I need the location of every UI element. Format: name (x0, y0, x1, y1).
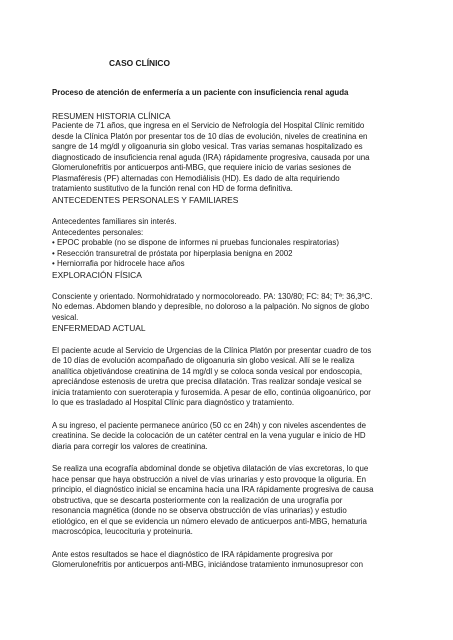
text-line: Plasmaféresis (PF) alternadas con Hemodiálisis (HD). Es dado de alta requiriendo (52, 173, 340, 183)
exploracion-paragraph (52, 292, 410, 324)
enfermedad-paragraph-4 (52, 550, 410, 571)
text-line: Glomerulonefritis por anticuerpos anti-MBG, que requiere inicio de varias sesiones de (52, 163, 352, 173)
text-line: Antecedentes personales: (52, 227, 144, 237)
text-line: A su ingreso, el paciente permanece anúrico (50 cc en 24h) y con niveles ascendentes de (52, 420, 367, 430)
text-line: etiológico, en el que se evidencia un número elevado de anticuerpos anti-MBG, hematuria (52, 516, 367, 526)
list-item: • Herniorrafia por hidrocele hace años (52, 259, 185, 269)
text-line: sangre de 14 mg/dl y oligoanuria sin globo vesical. Tras varias semanas hospitalizado es (52, 142, 363, 152)
text-line: creatinina. Se decide la colocación de un catéter central en la vena yugular e inicio de HD (52, 431, 366, 441)
antecedentes-list (52, 238, 410, 270)
text-line: Ante estos resultados se hace el diagnóstico de IRA rápidamente progresiva por (52, 549, 333, 559)
text-line: macroscópica, leucocituria y proteinuria. (52, 527, 193, 537)
text-line: inicia tratamiento con sueroterapia y furosemida. A pesar de ello, continúa oligoanúrico, por (52, 387, 371, 397)
section-heading-enfermedad: ENFERMEDAD ACTUAL (52, 323, 146, 334)
text-line: resonancia magnética (donde no se observa obstrucción de vías urinarias) y estudio (52, 506, 347, 516)
section-heading-resumen: RESUMEN HISTORIA CLÍNICA (52, 111, 171, 121)
text-line: Glomerulonefritis por anticuerpos anti-MBG, iniciándose tratamiento inmunosupresor con (52, 560, 363, 570)
text-line: Antecedentes familiares sin interés. (52, 217, 177, 227)
text-line: desde la Clínica Platón por presentar tos de 10 días de evolución, niveles de creatinina en (52, 131, 368, 141)
document-title: CASO CLÍNICO (109, 58, 170, 68)
text-line: de 10 días de evolución acompañado de oligoanuria sin globo vesical. Allí se le realiza (52, 356, 355, 366)
text-line: Paciente de 71 años, que ingresa en el Servicio de Nefrología del Hospital Clínic remitido (52, 121, 365, 131)
enfermedad-paragraph-3 (52, 464, 410, 538)
text-line: principio, el diagnóstico inicial se encamina hacia una IRA rápidamente progresiva de causa (52, 485, 374, 495)
document-page (52, 58, 410, 571)
list-item: • Resección transuretral de próstata por hiperplasia benigna en 2002 (52, 248, 293, 258)
text-line: vesical. (52, 312, 79, 322)
text-line: apreciándose estenosis de uretra que precisa dilatación. Tras realizar sondaje vesical se (52, 377, 362, 387)
text-line: lo que es trasladado al Hospital Clínic para diagnóstico y tratamiento. (52, 398, 295, 408)
list-item: • EPOC probable (no se dispone de informes ni pruebas funcionales respiratorias) (52, 238, 339, 248)
section-heading-antecedentes: ANTECEDENTES PERSONALES Y FAMILIARES (52, 194, 239, 205)
text-line: El paciente acude al Servicio de Urgencias de la Clínica Platón por presentar cuadro de tos (52, 345, 372, 355)
text-line: obstructiva, que se descarta posteriormente con la realización de una urografía por (52, 495, 343, 505)
resumen-paragraph (52, 121, 410, 195)
text-line: diagnosticado de insuficiencia renal aguda (IRA) rápidamente progresiva, causada por una (52, 152, 370, 162)
text-line: diaria para corregir los valores de creatinina. (52, 441, 208, 451)
section-heading-exploracion: EXPLORACIÓN FÍSICA (52, 269, 142, 280)
text-line: hace pensar que haya obstrucción a nivel de vías urinarias y esto provoque la oliguria. En (52, 474, 367, 484)
antecedentes-familiares (52, 217, 410, 238)
text-line: Consciente y orientado. Normohidratado y normocoloreado. PA: 130/80; FC: 84; Tª: 36,3ºC. (52, 291, 373, 301)
text-line: No edemas. Abdomen blando y depresible, no doloroso a la palpación. No signos de globo (52, 302, 370, 312)
text-line: Se realiza una ecografía abdominal donde se objetiva dilatación de vías excretoras, lo que (52, 464, 369, 474)
enfermedad-paragraph-2 (52, 421, 410, 453)
text-line: tratamiento sustitutivo de la función renal con HD de forma definitiva. (52, 184, 293, 194)
document-subtitle: Proceso de atención de enfermería a un paciente con insuficiencia renal aguda (52, 88, 349, 97)
text-line: analítica objetivándose creatinina de 14 mg/dl y se coloca sonda vesical por endoscopia, (52, 366, 363, 376)
enfermedad-paragraph-1 (52, 346, 410, 409)
